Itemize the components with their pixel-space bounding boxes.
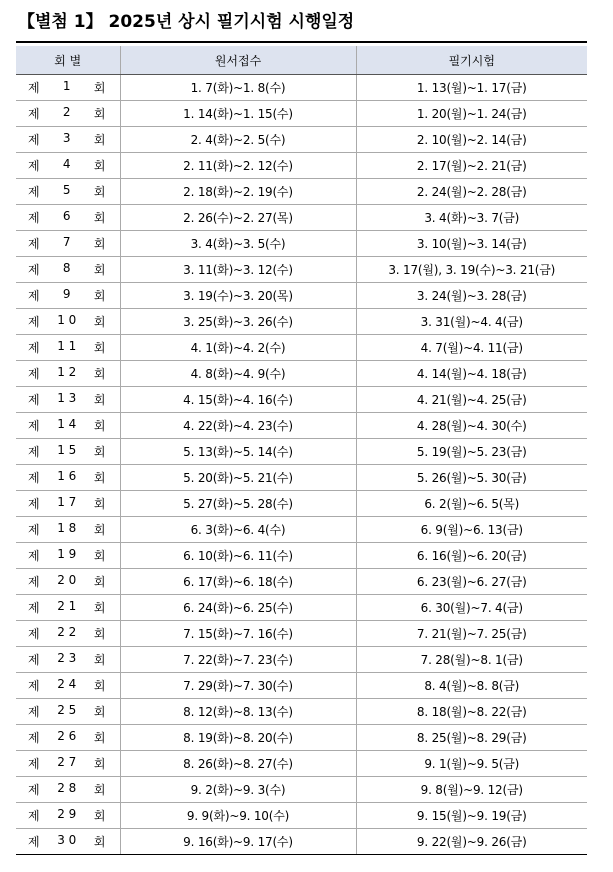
round-pre: 제 <box>28 341 40 355</box>
round-cell <box>16 595 120 621</box>
written-exam-period-cell: 4. 21(월)~4. 25(금) <box>356 387 587 413</box>
table-row <box>16 413 587 439</box>
application-period-cell: 2. 4(화)~2. 5(수) <box>120 127 356 153</box>
round-pre: 제 <box>28 445 40 459</box>
round-column-header: 회 별 <box>16 46 120 75</box>
round-post: 회 <box>93 185 106 199</box>
application-period-cell: 7. 15(화)~7. 16(수) <box>120 621 356 647</box>
schedule-rows <box>16 75 587 855</box>
round-pre: 제 <box>28 601 40 615</box>
round-num: 2 8 <box>57 781 77 795</box>
table-row <box>16 309 587 335</box>
round-pre: 제 <box>28 809 40 823</box>
application-period-cell: 7. 22(화)~7. 23(수) <box>120 647 356 673</box>
table-header-row <box>16 46 587 75</box>
round-post: 회 <box>93 835 106 849</box>
round-cell <box>16 543 120 569</box>
round-post: 회 <box>93 419 106 433</box>
round-pre: 제 <box>28 237 40 251</box>
round-num: 6 <box>62 209 71 223</box>
written-exam-period-cell: 3. 4(화)~3. 7(금) <box>356 205 587 231</box>
written-exam-period-cell: 3. 10(월)~3. 14(금) <box>356 231 587 257</box>
application-period-cell: 4. 22(화)~4. 23(수) <box>120 413 356 439</box>
round-cell <box>16 283 120 309</box>
round-cell <box>16 257 120 283</box>
round-pre: 제 <box>28 367 40 381</box>
written-exam-period-cell: 3. 31(월)~4. 4(금) <box>356 309 587 335</box>
table-row <box>16 517 587 543</box>
round-pre: 제 <box>28 419 40 433</box>
round-cell <box>16 621 120 647</box>
round-post: 회 <box>93 627 106 641</box>
round-post: 회 <box>93 211 106 225</box>
application-period-cell: 3. 19(수)~3. 20(목) <box>120 283 356 309</box>
round-post: 회 <box>93 341 106 355</box>
table-row <box>16 439 587 465</box>
round-cell <box>16 465 120 491</box>
application-period-cell: 5. 13(화)~5. 14(수) <box>120 439 356 465</box>
round-num: 2 5 <box>57 703 77 717</box>
table-row <box>16 101 587 127</box>
round-post: 회 <box>93 497 106 511</box>
round-pre: 제 <box>28 81 40 95</box>
round-num: 3 0 <box>57 833 77 847</box>
round-post: 회 <box>93 679 106 693</box>
round-pre: 제 <box>28 497 40 511</box>
application-period-cell: 1. 14(화)~1. 15(수) <box>120 101 356 127</box>
application-period-cell: 2. 18(화)~2. 19(수) <box>120 179 356 205</box>
round-num: 2 4 <box>57 677 77 691</box>
table-row <box>16 257 587 283</box>
table-row <box>16 621 587 647</box>
round-cell <box>16 517 120 543</box>
round-pre: 제 <box>28 159 40 173</box>
round-num: 5 <box>62 183 71 197</box>
exam-schedule-table <box>16 46 587 855</box>
application-period-cell: 8. 26(화)~8. 27(수) <box>120 751 356 777</box>
round-num: 1 3 <box>57 391 77 405</box>
round-cell <box>16 569 120 595</box>
table-row <box>16 75 587 101</box>
application-period-cell: 6. 10(화)~6. 11(수) <box>120 543 356 569</box>
round-num: 3 <box>62 131 71 145</box>
round-pre: 제 <box>28 575 40 589</box>
round-num: 2 2 <box>57 625 77 639</box>
written-exam-period-cell: 2. 24(월)~2. 28(금) <box>356 179 587 205</box>
written-exam-period-cell: 8. 25(월)~8. 29(금) <box>356 725 587 751</box>
round-post: 회 <box>93 81 106 95</box>
written-exam-period-cell: 6. 30(월)~7. 4(금) <box>356 595 587 621</box>
written-exam-period-cell: 8. 18(월)~8. 22(금) <box>356 699 587 725</box>
table-row <box>16 231 587 257</box>
round-pre: 제 <box>28 289 40 303</box>
round-post: 회 <box>93 653 106 667</box>
table-row <box>16 361 587 387</box>
table-row <box>16 543 587 569</box>
written-exam-period-cell: 3. 17(월), 3. 19(수)~3. 21(금) <box>356 257 587 283</box>
application-period-cell: 8. 12(화)~8. 13(수) <box>120 699 356 725</box>
written-exam-period-cell: 4. 28(월)~4. 30(수) <box>356 413 587 439</box>
application-period-cell: 2. 11(화)~2. 12(수) <box>120 153 356 179</box>
round-cell <box>16 413 120 439</box>
table-row <box>16 205 587 231</box>
written-exam-period-cell: 1. 20(월)~1. 24(금) <box>356 101 587 127</box>
round-post: 회 <box>93 445 106 459</box>
round-cell <box>16 751 120 777</box>
round-post: 회 <box>93 367 106 381</box>
round-post: 회 <box>93 289 106 303</box>
page-title: 【별첨 1】 2025년 상시 필기시험 시행일정 <box>18 12 355 32</box>
round-pre: 제 <box>28 783 40 797</box>
written-exam-period-cell: 9. 15(월)~9. 19(금) <box>356 803 587 829</box>
table-row <box>16 777 587 803</box>
round-num: 9 <box>62 287 71 301</box>
round-pre: 제 <box>28 627 40 641</box>
round-post: 회 <box>93 783 106 797</box>
round-post: 회 <box>93 393 106 407</box>
application-period-cell: 4. 8(화)~4. 9(수) <box>120 361 356 387</box>
written-exam-period-cell: 5. 26(월)~5. 30(금) <box>356 465 587 491</box>
round-cell <box>16 335 120 361</box>
round-num: 1 9 <box>57 547 77 561</box>
round-cell <box>16 439 120 465</box>
application-period-cell: 4. 15(화)~4. 16(수) <box>120 387 356 413</box>
written-exam-period-cell: 2. 10(월)~2. 14(금) <box>356 127 587 153</box>
round-pre: 제 <box>28 523 40 537</box>
round-pre: 제 <box>28 315 40 329</box>
round-pre: 제 <box>28 679 40 693</box>
round-num: 1 6 <box>57 469 77 483</box>
round-post: 회 <box>93 809 106 823</box>
round-num: 4 <box>62 157 71 171</box>
written-exam-period-cell: 9. 22(월)~9. 26(금) <box>356 829 587 855</box>
application-period-cell: 3. 4(화)~3. 5(수) <box>120 231 356 257</box>
round-cell <box>16 725 120 751</box>
round-num: 2 7 <box>57 755 77 769</box>
round-cell <box>16 75 120 101</box>
table-row <box>16 673 587 699</box>
round-num: 2 3 <box>57 651 77 665</box>
round-cell <box>16 205 120 231</box>
round-cell <box>16 491 120 517</box>
round-post: 회 <box>93 523 106 537</box>
round-post: 회 <box>93 731 106 745</box>
written-exam-period-cell: 4. 14(월)~4. 18(금) <box>356 361 587 387</box>
round-pre: 제 <box>28 757 40 771</box>
written-exam-period-cell: 4. 7(월)~4. 11(금) <box>356 335 587 361</box>
application-period-cell: 8. 19(화)~8. 20(수) <box>120 725 356 751</box>
table-row <box>16 803 587 829</box>
title-divider <box>16 41 587 43</box>
table-row <box>16 127 587 153</box>
application-period-cell: 6. 3(화)~6. 4(수) <box>120 517 356 543</box>
application-period-cell: 4. 1(화)~4. 2(수) <box>120 335 356 361</box>
application-period-cell: 5. 20(화)~5. 21(수) <box>120 465 356 491</box>
application-period-cell: 6. 17(화)~6. 18(수) <box>120 569 356 595</box>
written-exam-column-header: 필기시험 <box>356 46 587 75</box>
table-row <box>16 465 587 491</box>
round-cell <box>16 153 120 179</box>
round-pre: 제 <box>28 393 40 407</box>
round-pre: 제 <box>28 549 40 563</box>
round-pre: 제 <box>28 653 40 667</box>
round-num: 1 0 <box>57 313 77 327</box>
application-period-cell: 5. 27(화)~5. 28(수) <box>120 491 356 517</box>
round-post: 회 <box>93 757 106 771</box>
round-num: 7 <box>62 235 71 249</box>
round-cell <box>16 777 120 803</box>
round-num: 2 9 <box>57 807 77 821</box>
round-post: 회 <box>93 601 106 615</box>
table-row <box>16 153 587 179</box>
application-period-cell: 9. 2(화)~9. 3(수) <box>120 777 356 803</box>
round-cell <box>16 361 120 387</box>
round-cell <box>16 673 120 699</box>
round-num: 1 <box>62 79 71 93</box>
application-period-cell: 6. 24(화)~6. 25(수) <box>120 595 356 621</box>
round-pre: 제 <box>28 731 40 745</box>
written-exam-period-cell: 6. 23(월)~6. 27(금) <box>356 569 587 595</box>
round-num: 1 7 <box>57 495 77 509</box>
table-row <box>16 387 587 413</box>
round-num: 2 6 <box>57 729 77 743</box>
application-period-cell: 9. 16(화)~9. 17(수) <box>120 829 356 855</box>
application-column-header: 원서접수 <box>120 46 356 75</box>
round-post: 회 <box>93 575 106 589</box>
round-cell <box>16 179 120 205</box>
round-cell <box>16 101 120 127</box>
round-num: 2 0 <box>57 573 77 587</box>
round-pre: 제 <box>28 185 40 199</box>
round-post: 회 <box>93 471 106 485</box>
written-exam-period-cell: 1. 13(월)~1. 17(금) <box>356 75 587 101</box>
round-pre: 제 <box>28 263 40 277</box>
round-post: 회 <box>93 315 106 329</box>
round-num: 2 1 <box>57 599 77 613</box>
round-cell <box>16 803 120 829</box>
written-exam-period-cell: 7. 21(월)~7. 25(금) <box>356 621 587 647</box>
round-num: 2 <box>62 105 71 119</box>
round-post: 회 <box>93 107 106 121</box>
round-pre: 제 <box>28 471 40 485</box>
table-row <box>16 335 587 361</box>
application-period-cell: 2. 26(수)~2. 27(목) <box>120 205 356 231</box>
round-post: 회 <box>93 549 106 563</box>
table-row <box>16 491 587 517</box>
written-exam-period-cell: 6. 9(월)~6. 13(금) <box>356 517 587 543</box>
round-post: 회 <box>93 133 106 147</box>
table-row <box>16 751 587 777</box>
table-row <box>16 829 587 855</box>
written-exam-period-cell: 3. 24(월)~3. 28(금) <box>356 283 587 309</box>
round-post: 회 <box>93 263 106 277</box>
round-pre: 제 <box>28 705 40 719</box>
round-num: 8 <box>62 261 71 275</box>
written-exam-period-cell: 9. 8(월)~9. 12(금) <box>356 777 587 803</box>
round-cell <box>16 829 120 855</box>
written-exam-period-cell: 7. 28(월)~8. 1(금) <box>356 647 587 673</box>
round-num: 1 2 <box>57 365 77 379</box>
round-cell <box>16 647 120 673</box>
round-post: 회 <box>93 159 106 173</box>
round-pre: 제 <box>28 133 40 147</box>
written-exam-period-cell: 8. 4(월)~8. 8(금) <box>356 673 587 699</box>
round-pre: 제 <box>28 835 40 849</box>
round-post: 회 <box>93 237 106 251</box>
written-exam-period-cell: 6. 2(월)~6. 5(목) <box>356 491 587 517</box>
application-period-cell: 3. 25(화)~3. 26(수) <box>120 309 356 335</box>
table-row <box>16 283 587 309</box>
application-period-cell: 7. 29(화)~7. 30(수) <box>120 673 356 699</box>
round-num: 1 4 <box>57 417 77 431</box>
written-exam-period-cell: 9. 1(월)~9. 5(금) <box>356 751 587 777</box>
round-num: 1 1 <box>57 339 77 353</box>
table-row <box>16 725 587 751</box>
table-row <box>16 699 587 725</box>
round-cell <box>16 231 120 257</box>
written-exam-period-cell: 6. 16(월)~6. 20(금) <box>356 543 587 569</box>
round-pre: 제 <box>28 107 40 121</box>
application-period-cell: 3. 11(화)~3. 12(수) <box>120 257 356 283</box>
application-period-cell: 9. 9(화)~9. 10(수) <box>120 803 356 829</box>
table-row <box>16 569 587 595</box>
table-row <box>16 179 587 205</box>
round-cell <box>16 387 120 413</box>
round-cell <box>16 309 120 335</box>
round-post: 회 <box>93 705 106 719</box>
table-row <box>16 595 587 621</box>
round-num: 1 5 <box>57 443 77 457</box>
written-exam-period-cell: 5. 19(월)~5. 23(금) <box>356 439 587 465</box>
round-num: 1 8 <box>57 521 77 535</box>
round-cell <box>16 127 120 153</box>
table-row <box>16 647 587 673</box>
round-cell <box>16 699 120 725</box>
round-pre: 제 <box>28 211 40 225</box>
application-period-cell: 1. 7(화)~1. 8(수) <box>120 75 356 101</box>
written-exam-period-cell: 2. 17(월)~2. 21(금) <box>356 153 587 179</box>
